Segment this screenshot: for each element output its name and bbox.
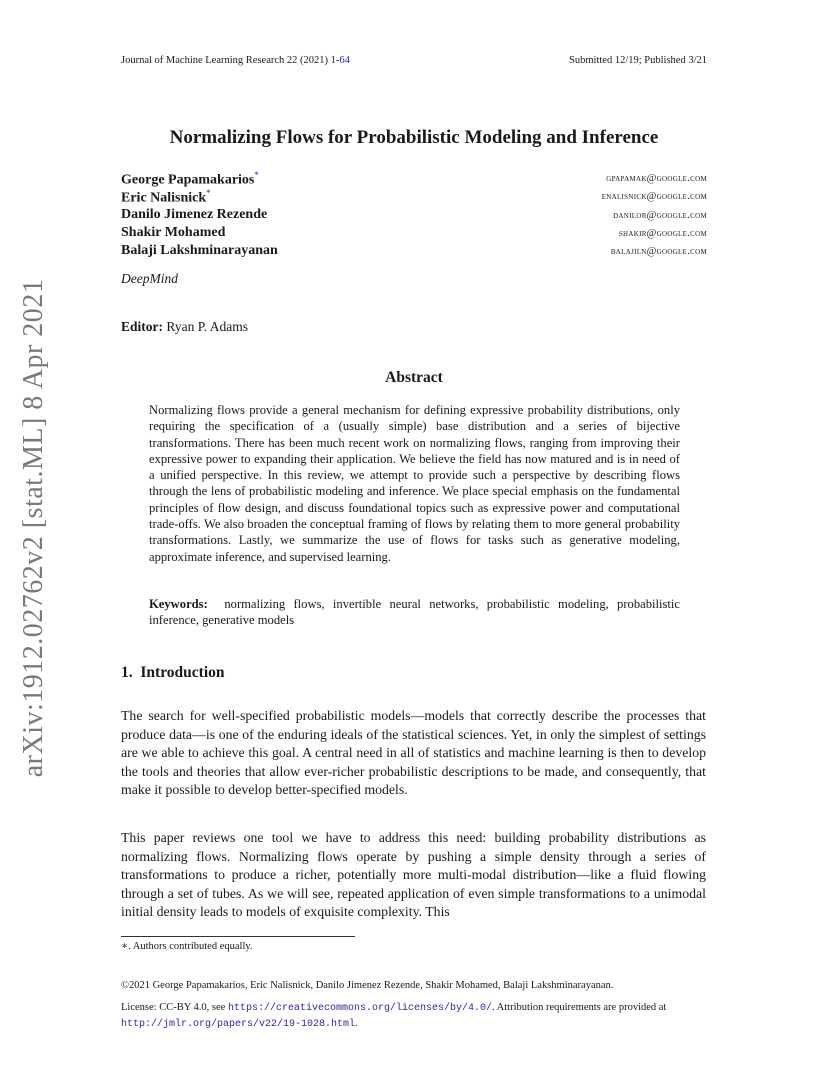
author-footnote-mark[interactable]: * xyxy=(206,188,211,198)
submission-dates: Submitted 12/19; Published 3/21 xyxy=(569,55,707,66)
editor-line xyxy=(121,319,248,335)
affiliation: DeepMind xyxy=(121,271,178,286)
abstract-text: Normalizing flows provide a general mechanism for defining expressive probability distributions, only requiring the specification of a (usually simple) base distribution and a series of bijective transformations. There has been much recent work on normalizing flows, ranging from improving their expressive power to expanding their application. We believe the field has now matured and is in need of a unified perspective. In this review, we attempt to provide such a perspective by describing flows through the lens of probabilistic modeling and inference. We place special emphasis on the fundamental principles of flow design, and discuss foundational topics such as expressive power and computational trade-offs. We also broaden the conceptual framing of flows by relating them to more general probability transformations. Lastly, we summarize the use of flows for tasks such as generative modeling, approximate inference, and supervised learning. xyxy=(149,403,680,564)
author-name: George Papamakarios* xyxy=(121,170,259,188)
editor-name: Ryan P. Adams xyxy=(166,319,248,334)
keywords-label: Keywords: xyxy=(149,597,208,611)
abstract-heading: Abstract xyxy=(385,369,443,386)
body-paragraph: This paper reviews one tool we have to address this need: building probability distributions as normalizing flows. Normalizing flows operate by pushing a simple density through a series of transformations to produce a richer, potentially more multi-modal distribution—like a fluid flowing through a set of tubes. As we will see, repeated application of even simple transformations to a unimodal initial density leads to models of exquisite complexity. This xyxy=(121,830,706,920)
footnote-divider xyxy=(121,936,355,937)
journal-name: Journal of Machine Learning Research 22 (2021) 1- xyxy=(121,55,340,66)
author-email: balajiln@google.com xyxy=(610,246,707,257)
author-name: Danilo Jimenez Rezende xyxy=(121,207,268,222)
section-heading: 1. Introduction xyxy=(121,664,225,681)
keywords-text: normalizing flows, invertible neural networks, probabilistic modeling, probabilistic inference, generative models xyxy=(149,597,681,628)
author-email: danilor@google.com xyxy=(613,210,707,221)
paper-link[interactable]: http://jmlr.org/papers/v22/19-1028.html xyxy=(121,1018,356,1030)
body-paragraph: The search for well-specified probabilistic models—models that correctly describe the processes that produce data—is one of the enduring ideals of the statistical sciences. Yet, in only the simplest of settings are we able to achieve this goal. A central need in all of statistics and machine learning is then to develop the tools and theories that allow ever-richer probabilistic descriptions to be made, and consequently, that make it possible to develop better-specified models. xyxy=(121,708,706,798)
author-name: Eric Nalisnick* xyxy=(121,188,211,206)
license-link[interactable]: https://creativecommons.org/licenses/by/4.0/ xyxy=(227,1003,492,1014)
author-name: Shakir Mohamed xyxy=(121,225,226,240)
author-email: enalisnick@google.com xyxy=(601,191,707,202)
author-footnote-mark[interactable]: * xyxy=(254,170,259,180)
paper-title: Normalizing Flows for Probabilistic Modeling and Inference xyxy=(169,127,659,148)
keywords xyxy=(149,596,680,629)
license-notice: License: CC-BY 4.0, see https://creativecommons.org/licenses/by/4.0/. Attribution requirements are provided at http://jmlr.org/papers/v22/19-1028.html. xyxy=(121,1002,667,1030)
copyright-notice: ©2021 George Papamakarios, Eric Nalisnick, Danilo Jimenez Rezende, Shakir Mohamed, Balaji Lakshminarayanan. xyxy=(121,980,614,991)
page-count-link[interactable]: 64 xyxy=(339,55,350,66)
journal-header xyxy=(121,55,350,66)
author-name: Balaji Lakshminarayanan xyxy=(121,243,278,258)
author-email: shakir@google.com xyxy=(618,228,707,239)
author-email: gpapamak@google.com xyxy=(606,173,707,184)
editor-label: Editor: xyxy=(121,319,163,334)
arxiv-stamp: arXiv:1912.02762v2 [stat.ML] 8 Apr 2021 xyxy=(18,278,49,778)
footnote: ∗. Authors contributed equally. xyxy=(121,941,253,952)
